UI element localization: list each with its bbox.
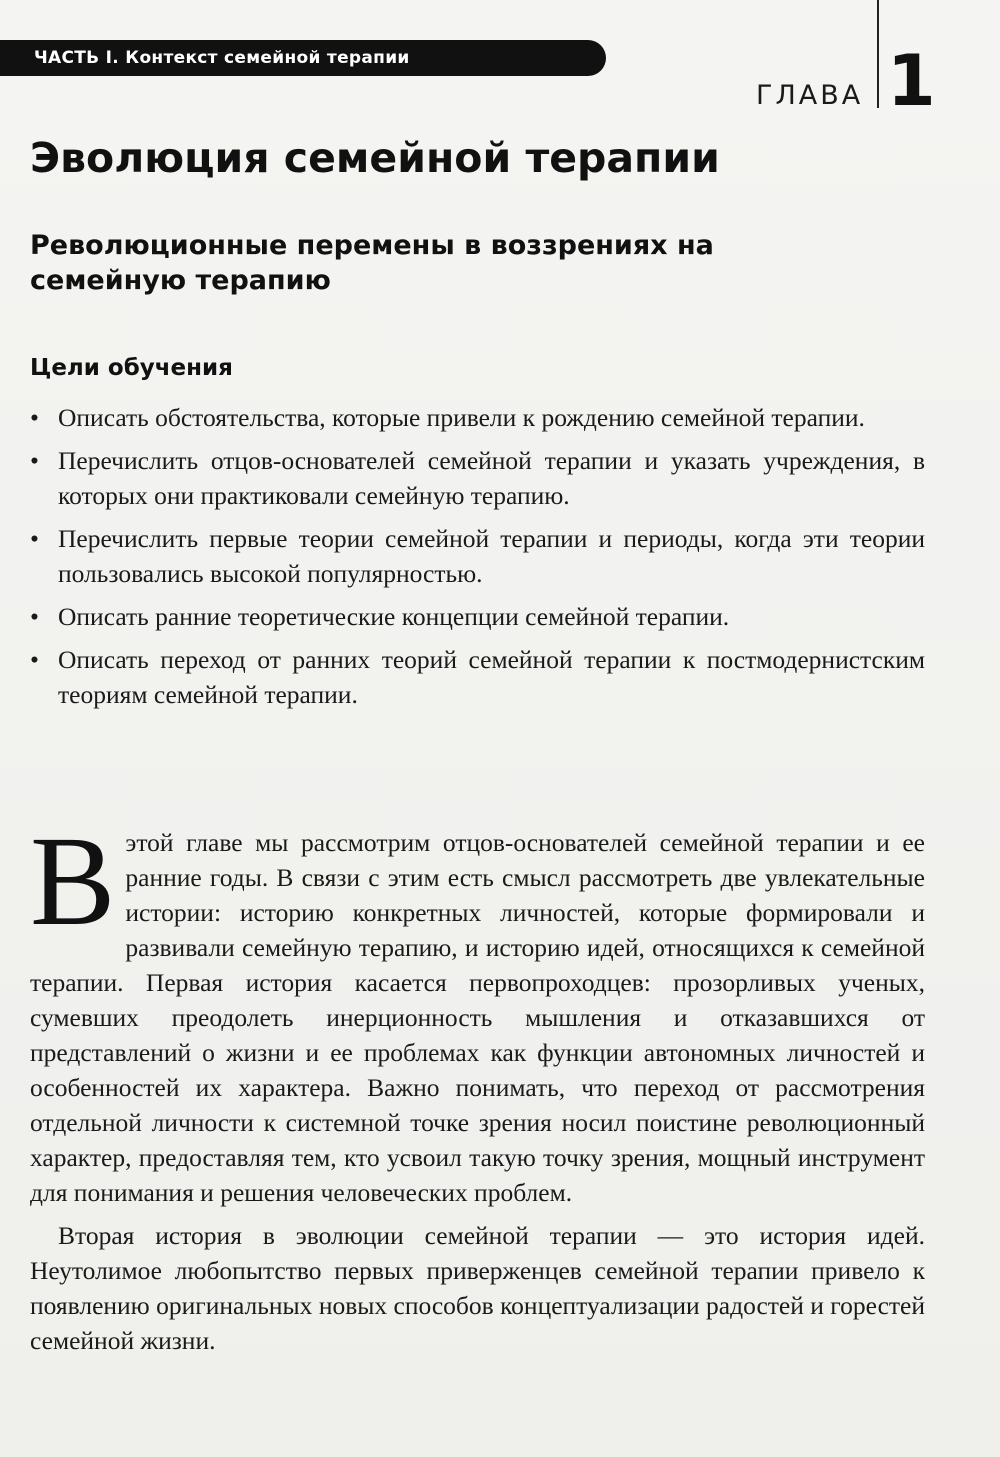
list-item-text: Перечислить отцов-основателей семейной терапии и указать учреждения, в которых они практиковали семейную терапию. xyxy=(58,446,925,510)
bullet-icon: • xyxy=(30,602,39,631)
chapter-title: Эволюция семейной терапии xyxy=(30,134,720,182)
body-paragraph-2: Вторая история в эволюции семейной терапии — это история идей. Неутолимое любопытство первых приверженцев семейной терапии привело к появлению оригинальных новых способов концептуализации радостей и горестей семейной жизни. xyxy=(30,1221,925,1355)
list-item-text: Описать обстоятельства, которые привели к рождению семейной терапии. xyxy=(58,403,865,432)
list-item-text: Перечислить первые теории семейной терапии и периоды, когда эти теории пользовались высокой популярностью. xyxy=(58,524,925,588)
bullet-icon: • xyxy=(30,524,39,553)
chapter-number: 1 xyxy=(887,40,936,122)
bullet-icon: • xyxy=(30,446,39,475)
bullet-icon: • xyxy=(30,403,39,432)
running-head: ЧАСТЬ I. Контекст семейной терапии xyxy=(0,40,606,76)
chapter-label: ГЛАВА xyxy=(756,80,864,111)
body-paragraph-1 xyxy=(30,810,925,1210)
bullet-icon: • xyxy=(30,645,39,674)
learning-objectives-list xyxy=(30,400,925,720)
list-item-text: Описать ранние теоретические концепции семейной терапии. xyxy=(58,602,730,631)
body-text xyxy=(30,810,925,1358)
list-item xyxy=(30,642,925,712)
chapter-divider xyxy=(877,0,879,108)
learning-objectives-heading: Цели обучения xyxy=(30,355,233,381)
list-item xyxy=(30,521,925,591)
list-item xyxy=(30,599,925,634)
chapter-subtitle: Революционные перемены в воззрениях на семейную терапию xyxy=(30,230,714,296)
list-item xyxy=(30,400,925,435)
list-item xyxy=(30,443,925,513)
list-item-text: Описать переход от ранних теорий семейной терапии к постмодернистским теориям семейной терапии. xyxy=(58,645,925,709)
paragraph-1-text: этой главе мы рассмотрим отцов-основателей семейной терапии и ее ранние годы. В связи с этим есть смысл рассмотреть две увлекательные истории: историю конкретных личностей, которые формировали и развивали семейную терапию, и историю идей, относящихся к семейной терапии. Первая история касается первопроходцев: прозорливых ученых, сумевших преодолеть инерционность мышления и отказавшихся от представлений о жизни и ее проблемах как функции автономных личностей и особенностей их характера. Важно понимать, что переход от рассмотрения отдельной личности к системной точке зрения носил поистине революционный характер, предоставляя тем, кто усвоил такую точку зрения, мощный инструмент для понимания и решения человеческих проблем. xyxy=(30,828,925,1207)
drop-cap: В xyxy=(30,810,116,952)
